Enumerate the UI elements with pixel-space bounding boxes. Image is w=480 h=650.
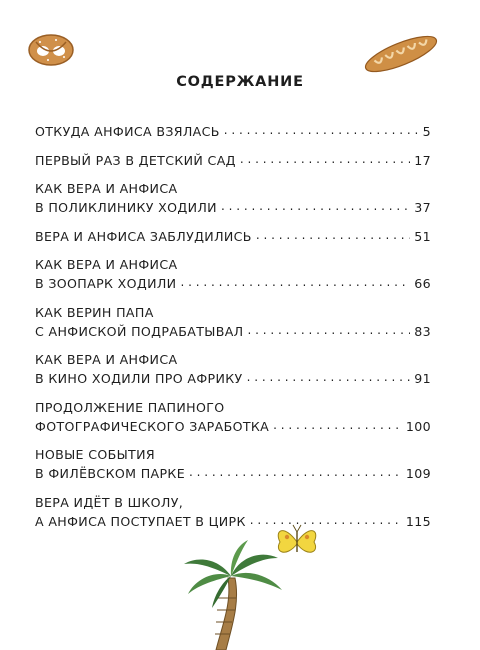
toc-page-number: 91 [414,371,431,386]
toc-page-number: 66 [414,276,431,291]
toc-entry-title-line: КАК ВЕРИН ПАПА [35,304,154,320]
toc-entry-title-line: С АНФИСКОЙ ПОДРАБАТЫВАЛ [35,323,244,339]
toc-entry-row [35,417,431,436]
toc-entry-row [35,151,431,170]
toc-entry [35,122,431,141]
toc-entry [35,398,431,436]
toc-entry [35,179,431,217]
toc-entry-title-line: ПРОДОЛЖЕНИЕ ПАПИНОГО [35,399,225,415]
baguette-icon [360,28,442,80]
toc-page-number: 5 [422,124,431,139]
palm-tree-icon [178,538,288,650]
toc-entry [35,493,431,531]
toc-entry-row [35,198,431,217]
toc-entry-title-line: КАК ВЕРА И АНФИСА [35,181,178,196]
toc-entry-title-line: ОТКУДА АНФИСА ВЗЯЛАСЬ [35,124,220,139]
toc-entry-title-line: В ФИЛЁВСКОМ ПАРКЕ [35,466,186,481]
toc-entry [35,303,431,341]
toc-entry-title-line: ПЕРВЫЙ РАЗ В ДЕТСКИЙ САД [35,152,236,168]
toc-entry-title-line: ВЕРА И АНФИСА ЗАБЛУДИЛИСЬ [35,228,252,244]
toc-entry-title-line: ВЕРА ИДЁТ В ШКОЛУ, [35,494,184,510]
toc-page-number: 51 [414,228,431,244]
dot-leader [256,229,410,241]
toc-entry-title-line: А АНФИСА ПОСТУПАЕТ В ЦИРК [35,513,246,529]
toc-page-number: 109 [405,466,431,481]
dot-leader [247,324,410,336]
toc-page-number: 115 [405,513,431,529]
toc-entry-title-line: КАК ВЕРА И АНФИСА [35,257,178,272]
toc-page-number: 37 [414,200,431,215]
toc-entry [35,255,431,293]
table-of-contents [35,122,431,540]
dot-leader [273,419,402,431]
dot-leader [247,371,411,383]
toc-entry [35,151,431,170]
toc-entry [35,350,431,388]
toc-entry-row [35,122,431,141]
toc-entry [35,227,431,246]
toc-entry-title-line: В ЗООПАРК ХОДИЛИ [35,276,177,291]
pretzel-icon [26,30,76,70]
toc-page-number: 17 [414,152,431,168]
dot-leader [240,153,410,165]
toc-entry-row [35,512,431,531]
toc-entry-row [35,274,431,293]
toc-entry-title-line: В ПОЛИКЛИНИКУ ХОДИЛИ [35,200,217,215]
dot-leader [189,466,402,478]
dot-leader [224,124,419,136]
toc-entry [35,445,431,483]
toc-entry-title-line: ФОТОГРАФИЧЕСКОГО ЗАРАБОТКА [35,418,270,434]
dot-leader [221,200,410,212]
toc-page-number: 100 [405,418,431,434]
page-title: СОДЕРЖАНИЕ [176,74,304,90]
toc-entry-title-line: В КИНО ХОДИЛИ ПРО АФРИКУ [35,371,243,386]
toc-entry-title-line: КАК ВЕРА И АНФИСА [35,352,178,367]
toc-page-number: 83 [414,323,431,339]
toc-entry-row [35,369,431,388]
toc-entry-row [35,227,431,246]
toc-entry-row [35,464,431,483]
toc-entry-row [35,322,431,341]
toc-entry-title-line: НОВЫЕ СОБЫТИЯ [35,447,155,462]
dot-leader [180,276,410,288]
